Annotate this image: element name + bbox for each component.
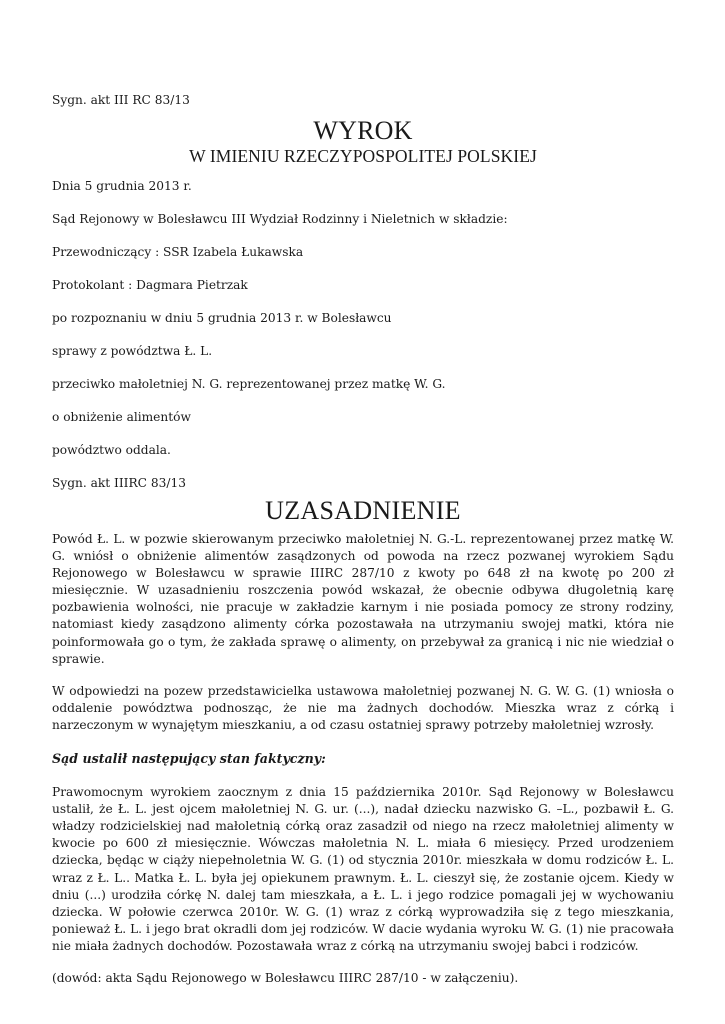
case-subject: o obniżenie alimentów bbox=[52, 410, 191, 424]
case-defendant: przeciwko małoletniej N. G. reprezentowanej przez matkę W. G. bbox=[52, 377, 446, 391]
ruling-text: powództwo oddala. bbox=[52, 443, 171, 457]
hearing-info: po rozpoznaniu w dniu 5 grudnia 2013 r. w Bolesławcu bbox=[52, 311, 392, 325]
case-number-top: Sygn. akt III RC 83/13 bbox=[52, 93, 190, 107]
justification-paragraph: Powód Ł. L. w pozwie skierowanym przeciwko małoletniej N. G.-L. reprezentowanej przez matkę W. G. wniósł o obniżenie alimentów zasądzonych od powoda na rzecz pozwanej wyrokiem Sądu Rejonowego w Bolesławcu w sprawie IIIRC 287/10 z kwoty po 648 zł na kwotę po 200 zł miesięcznie. W uzasadnieniu roszczenia powód wskazał, że obecnie odbywa długoletnią karę pozbawienia wolności, nie pracuje w zakładzie karnym i nie posiada pomocy ze strony rodziny, natomiast kiedy zasądzono alimenty córka pozostawała na utrzymaniu swojej matki, która nie poinformowała go o tym, że zakłada sprawę o alimenty, on przebywał za granicą i nic nie wiedział o sprawie. bbox=[52, 532, 674, 666]
court-composition: Sąd Rejonowy w Bolesławcu III Wydział Rodzinny i Nieletnich w składzie: bbox=[52, 212, 508, 226]
document-body bbox=[52, 92, 674, 987]
document-subtitle: W IMIENIU RZECZYPOSPOLITEJ POLSKIEJ bbox=[189, 146, 537, 166]
justification-paragraph: Prawomocnym wyrokiem zaocznym z dnia 15 października 2010r. Sąd Rejonowy w Bolesławcu ustalił, że Ł. L. jest ojcem małoletniej N. G. ur. (...), nadał dziecku nazwisko G. –L., pozbawił Ł. G. władzy rodzicielskiej nad małoletnią córką oraz zasadził od niego na rzecz małoletniej alimenty w kwocie po 600 zł miesięcznie. Wówczas małoletnia N. L. miała 6 miesięcy. Przed urodzeniem dziecka, będąc w ciąży niepełnoletnia W. G. (1) od stycznia 2010r. mieszkała w domu rodziców Ł. L. wraz z Ł. L.. Matka Ł. L. była jej opiekunem prawnym. Ł. L. cieszył się, że zostanie ojcem. Kiedy w dniu (...) urodziła córkę N. dalej tam mieszkała, a Ł. L. i jego rodzice pomagali jej w wychowaniu dziecka. W połowie czerwca 2010r. W. G. (1) wraz z córką wyprowadziła się z tego mieszkania, ponieważ Ł. L. i jego brat okradli dom jej rodziców. W dacie wydania wyroku W. G. (1) nie pracowała nie miała żadnych dochodów. Pozostawała wraz z córką na utrzymaniu swojej babci i rodziców. bbox=[52, 785, 674, 953]
presiding-judge: Przewodniczący : SSR Izabela Łukawska bbox=[52, 245, 304, 259]
justification-paragraph: W odpowiedzi na pozew przedstawicielka ustawowa małoletniej pozwanej N. G. W. G. (1) wniosła o oddalenie powództwa podnosząc, że nie ma żadnych dochodów. Mieszka wraz z córką i narzeczonym w wynajętym mieszkaniu, a od czasu ostatniej sprawy potrzeby małoletniej wzrosły. bbox=[52, 683, 674, 732]
case-plaintiff: sprawy z powództwa Ł. L. bbox=[52, 344, 213, 358]
document-title: WYROK bbox=[313, 116, 413, 145]
justification-title: UZASADNIENIE bbox=[265, 496, 461, 525]
court-clerk: Protokolant : Dagmara Pietrzak bbox=[52, 278, 248, 292]
verdict-date: Dnia 5 grudnia 2013 r. bbox=[52, 179, 192, 193]
evidence-note: (dowód: akta Sądu Rejonowego w Bolesławcu IIIRC 287/10 - w załączeniu). bbox=[52, 970, 519, 985]
justification-case-number: Sygn. akt IIIRC 83/13 bbox=[52, 476, 186, 490]
facts-heading: Sąd ustalił następujący stan faktyczny: bbox=[52, 751, 326, 767]
